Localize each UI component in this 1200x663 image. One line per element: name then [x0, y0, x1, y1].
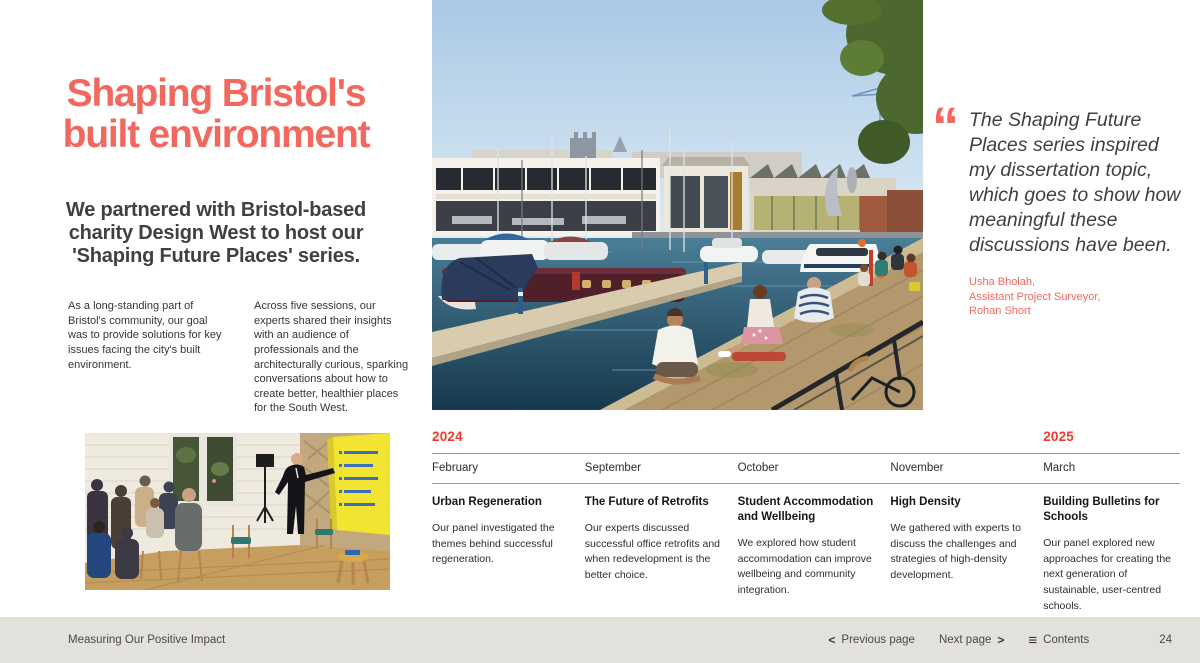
quote-attribution-company: Rohan Short [969, 305, 1031, 318]
footer-navigation [828, 633, 1172, 648]
quote-attribution [969, 275, 1184, 320]
timeline-years-row [432, 429, 1180, 454]
event-title: The Future of Retrofits [584, 496, 709, 508]
timeline-events-row [432, 484, 1180, 615]
page-number: 24 [1159, 634, 1172, 646]
contents-icon: ≡ [1028, 631, 1038, 649]
timeline-months-row [432, 454, 1180, 484]
chevron-right-icon: > [997, 633, 1005, 647]
footer-section-title: Measuring Our Positive Impact [68, 634, 226, 646]
timeline-month: September [584, 462, 642, 474]
event-title: High Density [890, 496, 961, 508]
timeline-year-2025: 2025 [1043, 429, 1075, 444]
next-page-label: Next page [938, 634, 992, 646]
quote-icon: “ [932, 97, 956, 157]
timeline-event [1043, 495, 1180, 615]
previous-page-label: Previous page [841, 634, 915, 646]
intro-text [68, 299, 414, 416]
event-title: Building Bulletins for Schools [1043, 496, 1160, 523]
event-description: Our panel explored new approaches for creating the next generation of sustainable, user-centred schools. [1043, 536, 1172, 612]
timeline-event [585, 495, 722, 615]
event-title: Urban Regeneration [432, 496, 542, 508]
event-talk-illustration [85, 433, 390, 590]
timeline-month: November [890, 462, 944, 474]
timeline-event [890, 495, 1027, 615]
contents-label: Contents [1043, 634, 1090, 646]
event-description: We explored how student accommodation can improve wellbeing and community integration. [737, 536, 872, 597]
next-page-button[interactable] [939, 633, 1004, 647]
page-title-line1: Shaping Bristol's [66, 72, 366, 115]
event-description: Our experts discussed successful office retrofits and when redevelopment is the better choice. [584, 521, 720, 582]
footer [0, 617, 1200, 663]
quote-attribution-role: Assistant Project Surveyor, [969, 290, 1101, 303]
timeline-month: March [1043, 462, 1076, 474]
page-title [0, 74, 432, 156]
timeline-month: October [737, 462, 779, 474]
timeline-event [432, 495, 569, 615]
timeline-event [738, 495, 875, 615]
previous-page-button[interactable] [828, 633, 915, 647]
quote-text: The Shaping Future Places series inspired my dissertation topic, which goes to show how meaningful these discussions have been. [969, 109, 1181, 256]
pull-quote [932, 97, 1184, 319]
event-description: Our panel investigated the themes behind successful regeneration. [432, 521, 555, 566]
intro-paragraph-1: As a long-standing part of Bristol's community, our goal was to provide solutions for key issues facing the city's built environment. [68, 300, 222, 371]
intro-paragraph-2: Across five sessions, our experts shared their insights with an audience of professionals and the architecturally curious, sparking conversations about how to create better, healthier places for the South West. [254, 300, 409, 415]
harbourside-photo [432, 0, 923, 410]
events-timeline [432, 429, 1180, 615]
event-talk-photo [85, 433, 390, 590]
contents-button[interactable] [1028, 633, 1089, 648]
harbourside-illustration [432, 0, 923, 410]
timeline-month: February [432, 462, 479, 474]
event-title: Student Accommodation and Wellbeing [737, 496, 874, 523]
page-subtitle: We partnered with Bristol-based charity Design West to host our 'Shaping Future Places' series. [65, 199, 367, 267]
chevron-left-icon: < [828, 633, 836, 647]
timeline-year-2024: 2024 [432, 429, 463, 444]
event-description: We gathered with experts to discuss the challenges and strategies of high-density development. [890, 521, 1021, 582]
page-title-line2: built environment [62, 112, 370, 156]
quote-attribution-name: Usha Bholah, [969, 275, 1036, 288]
